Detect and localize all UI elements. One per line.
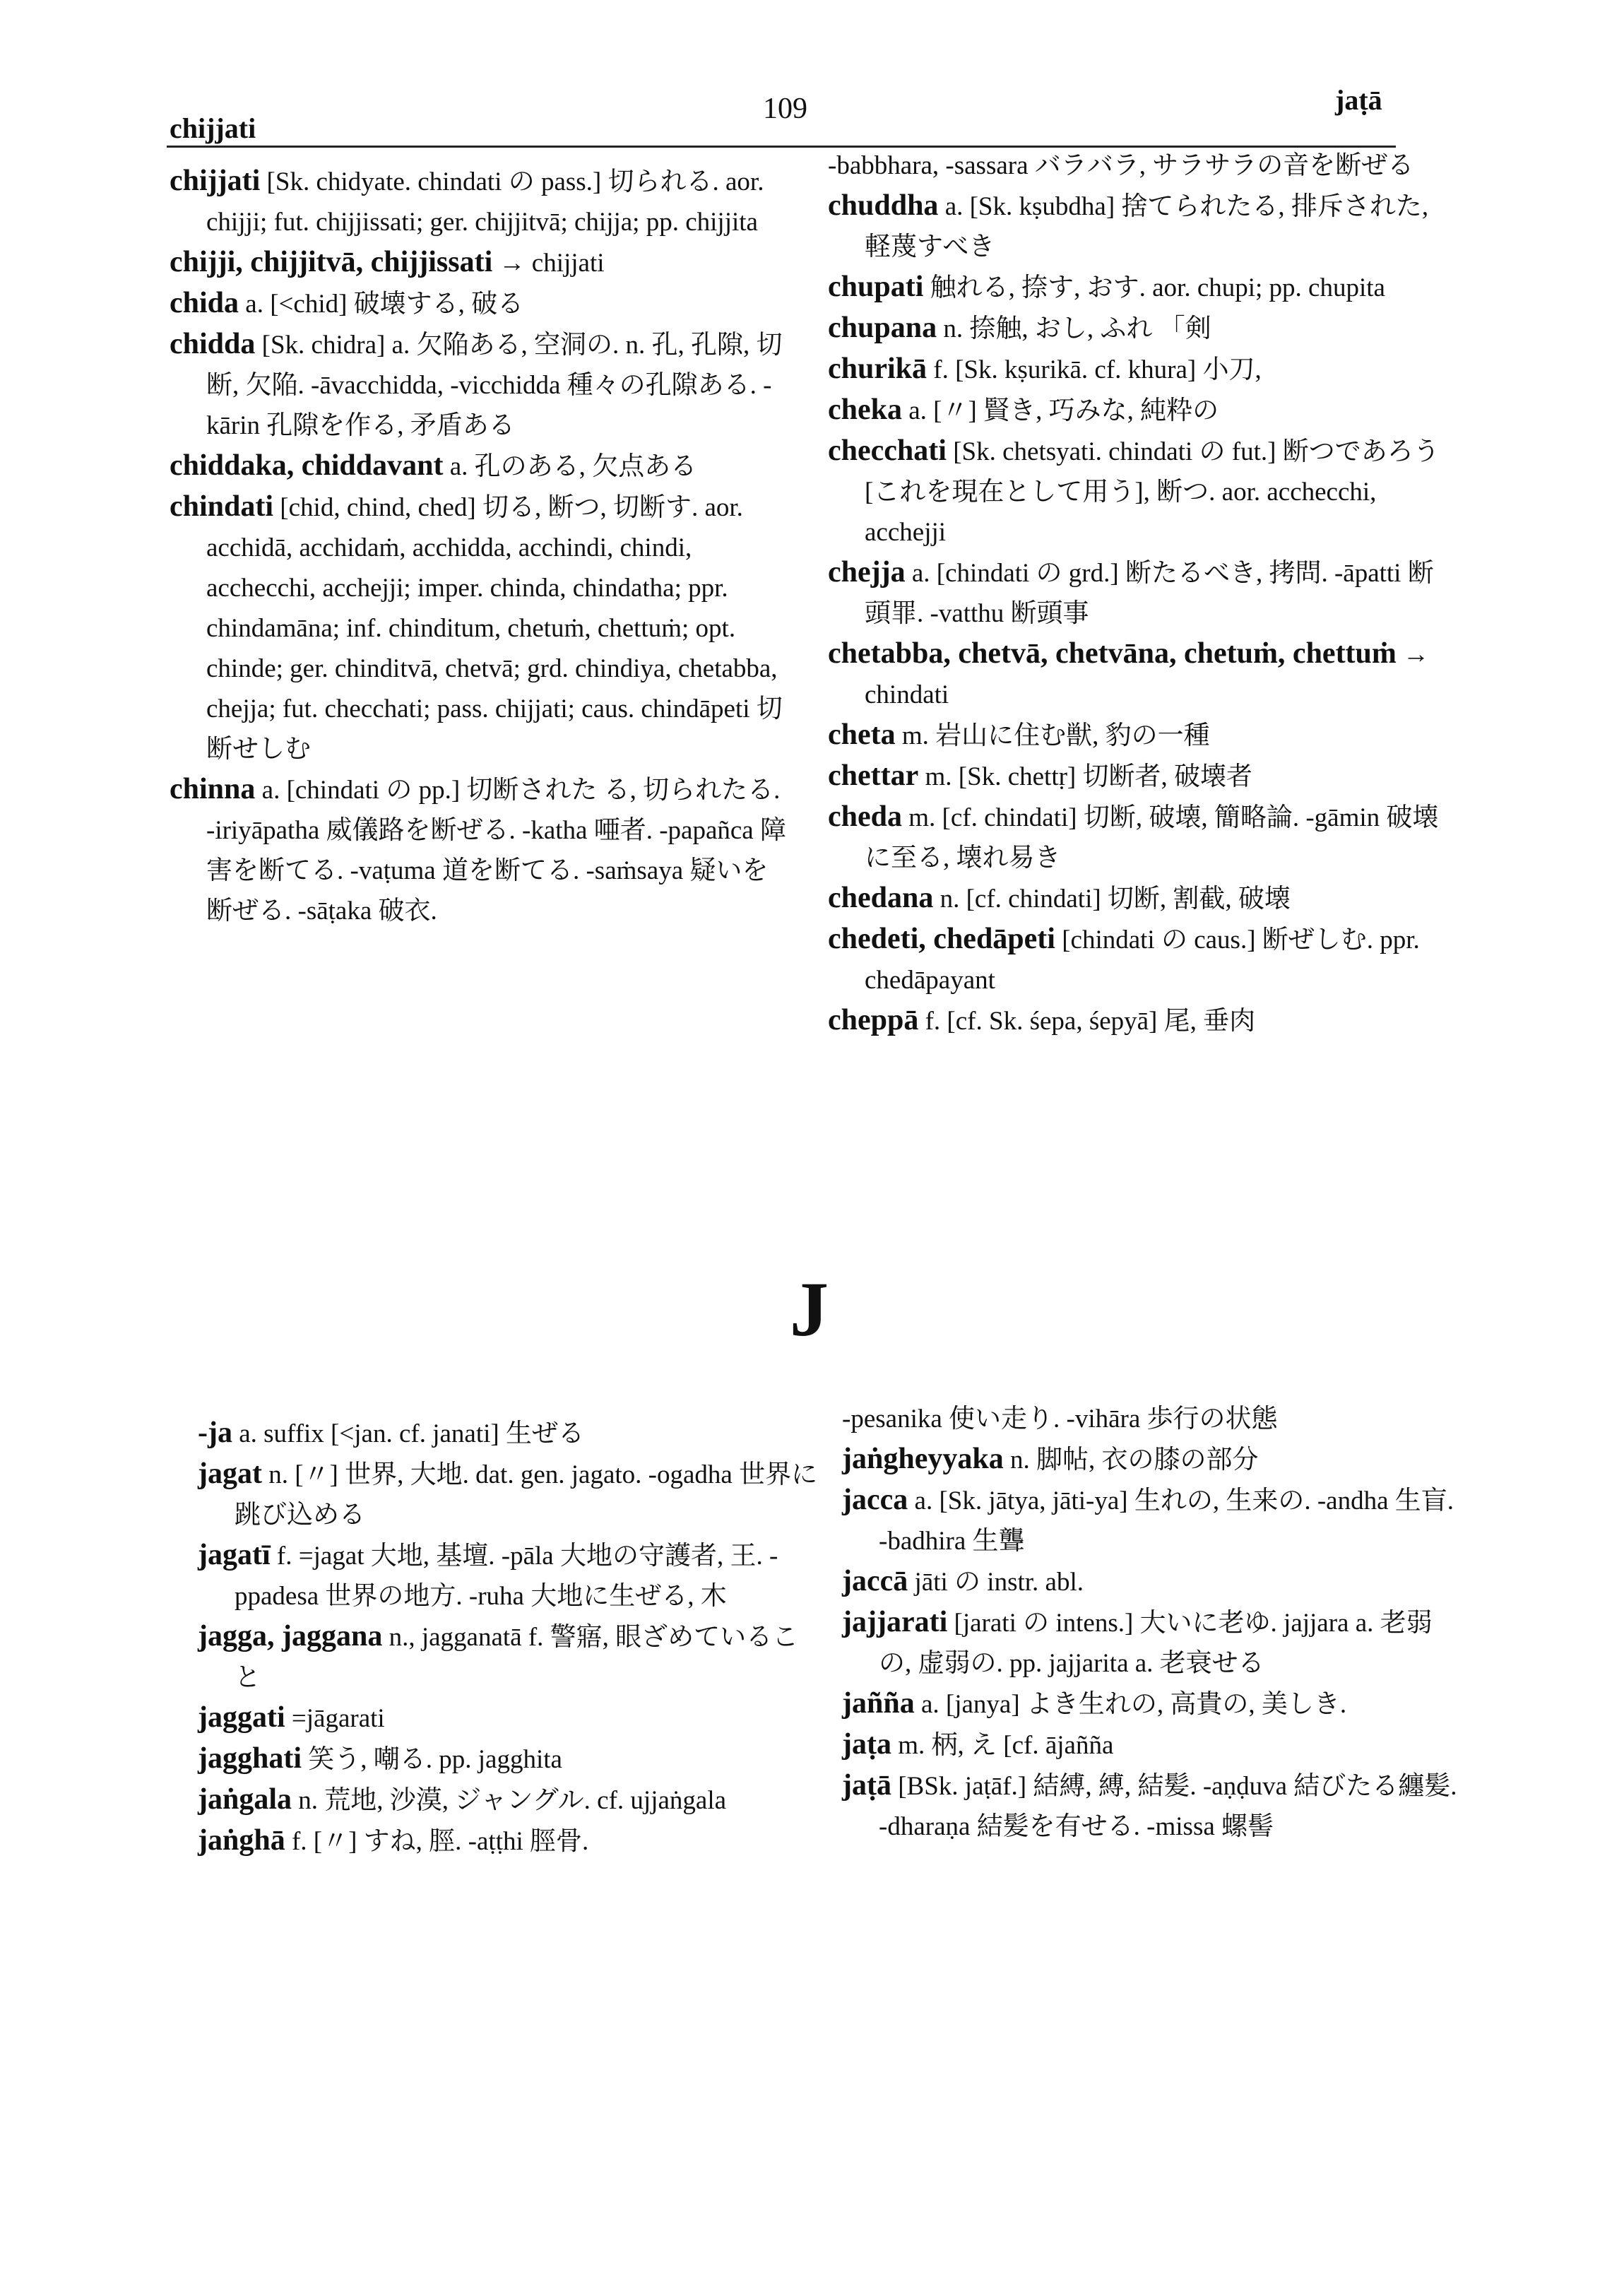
entry-definition: m. 柄, え [cf. ājañña — [898, 1731, 1114, 1760]
headword: jacca — [842, 1484, 908, 1516]
entry-definition: a. [chindati の pp.] 切断された る, 切られたる. -iriyāpatha 威儀路を断ぜる. -katha 唖者. -papañca 障害を断てる. -vaṭuma 道を断てる. -saṁsaya 疑いを断ぜる. -sāṭaka 破衣. — [206, 776, 786, 926]
entry-definition: a. suffix [<jan. cf. janati] 生ぜる — [239, 1419, 584, 1448]
headword: chupana — [828, 312, 937, 344]
dictionary-entry — [828, 715, 1450, 756]
dictionary-entry — [170, 161, 791, 242]
entry-definition: [Sk. chetsyati. chindati の fut.] 断つであろう [これを現在として用う], 断つ. aor. acchecchi, acchejji — [865, 437, 1440, 547]
dictionary-entry — [828, 186, 1450, 267]
entry-definition: n., jagganatā f. 警寤, 眼ざめていること — [235, 1623, 799, 1692]
entry-definition: jāti の instr. abl. — [914, 1568, 1084, 1597]
entry-definition: n. 捺触, おし, ふれ 「剣 — [943, 314, 1211, 343]
entry-definition: [chid, chind, ched] 切る, 断つ, 切断す. aor. acchidā, acchidaṁ, acchidda, acchindi, chindi, acchecchi, acchejji; imper. chinda, chindatha; ppr. chindamāna; inf. chinditum, chetuṁ, chettuṁ; opt. chinde; ger. chinditvā, chetvā; grd. chindiya, chetabba, chejja; fut. checchati; pass. chijjati; caus. chindāpeti 切断せしむ — [206, 493, 783, 764]
headword: cheda — [828, 800, 902, 833]
dictionary-entry — [170, 446, 791, 487]
entry-definition: [chindati の caus.] 断ぜしむ. ppr. chedāpayant — [865, 926, 1420, 995]
entry-definition: a. [Sk. kṣubdha] 捨てられたる, 排斥された, 軽蔑すべき — [865, 192, 1429, 261]
headword: chejja — [828, 556, 906, 589]
entry-definition: 触れる, 捺す, おす. aor. chupi; pp. chupita — [930, 273, 1385, 302]
column-3 — [198, 1413, 819, 1862]
headword: chupati — [828, 271, 924, 303]
entry-definition: n. 脚帖, 衣の膝の部分 — [1009, 1445, 1259, 1474]
headword: chidda — [170, 328, 256, 360]
entry-definition: n. [cf. chindati] 切断, 割截, 破壊 — [940, 885, 1291, 914]
dictionary-entry — [842, 1561, 1464, 1602]
column-2 — [828, 146, 1450, 1041]
dictionary-entry — [198, 1535, 819, 1616]
section-letter: J — [790, 1266, 829, 1352]
headword: chettar — [828, 759, 919, 792]
dictionary-entry — [828, 797, 1450, 878]
running-head-right: jaṭā — [1335, 84, 1382, 116]
headword: cheta — [828, 719, 896, 751]
dictionary-entry — [198, 1413, 819, 1454]
dictionary-entry — [828, 390, 1450, 431]
dictionary-entry — [842, 1725, 1464, 1766]
entry-definition: a. [janya] よき生れの, 高貴の, 美しき. — [920, 1690, 1347, 1719]
running-head-left: chijjati — [170, 112, 256, 144]
entry-definition: [Sk. chidyate. chindati の pass.] 切られる. aor. chijji; fut. chijjissati; ger. chijjitvā; chijja; pp. chijjita — [206, 167, 764, 237]
dictionary-entry — [198, 1454, 819, 1535]
headword: chedeti, chedāpeti — [828, 923, 1055, 955]
entry-definition: n. [〃] 世界, 大地. dat. gen. jagato. -ogadha 世界に跳び込める — [235, 1460, 818, 1530]
dictionary-entry — [198, 1780, 819, 1821]
entry-definition: -pesanika 使い走り. -vihāra 歩行の状態 — [842, 1405, 1278, 1433]
entry-definition: [Sk. chidra] a. 欠陥ある, 空洞の. n. 孔, 孔隙, 切断, 欠陥. -āvacchidda, -vicchidda 種々の孔隙ある. -kārin 孔隙を作る, 矛盾ある — [206, 331, 783, 440]
headword: chiddaka, chiddavant — [170, 449, 444, 482]
headword: churikā — [828, 353, 927, 385]
dictionary-entry — [828, 919, 1450, 1000]
headword: chetabba, chetvā, chetvāna, chetuṁ, chettuṁ — [828, 637, 1397, 670]
dictionary-entry — [842, 1439, 1464, 1480]
headword: jagatī — [198, 1539, 271, 1571]
headword: chida — [170, 287, 239, 319]
entry-definition: f. [cf. Sk. śepa, śepyā] 尾, 垂肉 — [925, 1007, 1256, 1036]
headword: jaṅghā — [198, 1824, 285, 1857]
entry-definition: a. [〃] 賢き, 巧みな, 純粋の — [908, 396, 1219, 425]
column-1 — [170, 161, 791, 931]
entry-definition: f. =jagat 大地, 基壇. -pāla 大地の守護者, 王. -ppadesa 世界の地方. -ruha 大地に生ぜる, 木 — [235, 1542, 778, 1611]
headword: checchati — [828, 434, 947, 467]
headword: jajjarati — [842, 1606, 948, 1638]
headword: cheka — [828, 394, 902, 426]
dictionary-entry — [198, 1821, 819, 1862]
entry-definition: f. [〃] すね, 脛. -aṭṭhi 脛骨. — [291, 1827, 589, 1856]
entry-definition: f. [Sk. kṣurikā. cf. khura] 小刀, — [933, 355, 1262, 384]
dictionary-entry — [842, 1602, 1464, 1684]
dictionary-entry — [828, 146, 1450, 186]
headword: chedana — [828, 882, 934, 914]
entry-definition: m. [cf. chindati] 切断, 破壊, 簡略論. -gāmin 破壊に至る, 壊れ易き — [865, 803, 1439, 873]
dictionary-entry — [198, 1739, 819, 1780]
entry-definition: a. [<chid] 破壊する, 破る — [245, 290, 524, 319]
headword: jañña — [842, 1687, 915, 1720]
dictionary-entry — [842, 1684, 1464, 1725]
dictionary-entry — [828, 267, 1450, 308]
headword: jagat — [198, 1458, 262, 1490]
dictionary-entry — [828, 308, 1450, 349]
dictionary-entry — [828, 756, 1450, 797]
dictionary-entry — [842, 1766, 1464, 1847]
entry-definition: [jarati の intens.] 大いに老ゆ. jajjara a. 老弱の, 虚弱の. pp. jajjarita a. 老衰せる — [879, 1609, 1433, 1678]
dictionary-entry — [170, 242, 791, 283]
headword: jaṅgala — [198, 1783, 292, 1816]
dictionary-entry — [842, 1480, 1464, 1561]
dictionary-entry — [828, 431, 1450, 552]
headword: jaccā — [842, 1565, 908, 1597]
column-4 — [842, 1399, 1464, 1847]
entry-definition: a. [chindati の grd.] 断たるべき, 拷問. -āpatti 断頭罪. -vatthu 断頭事 — [865, 559, 1434, 628]
dictionary-entry — [828, 552, 1450, 634]
entry-definition: m. [Sk. chettṛ] 切断者, 破壊者 — [925, 762, 1252, 791]
entry-definition: a. [Sk. jātya, jāti-ya] 生れの, 生来の. -andha 生盲. -badhira 生聾 — [879, 1486, 1454, 1556]
headword: -ja — [198, 1417, 232, 1449]
dictionary-entry — [828, 1000, 1450, 1041]
dictionary-entry — [170, 283, 791, 324]
headword: chinna — [170, 773, 256, 805]
entry-definition: → chindati — [865, 640, 1430, 709]
dictionary-entry — [170, 324, 791, 446]
entry-definition: a. 孔のある, 欠点ある — [449, 452, 697, 481]
headword: jaṭā — [842, 1769, 891, 1802]
headword: chijji, chijjitvā, chijjissati — [170, 246, 493, 278]
dictionary-entry — [170, 487, 791, 769]
dictionary-entry — [198, 1698, 819, 1739]
page-number: 109 — [763, 93, 807, 125]
headword: cheppā — [828, 1004, 919, 1036]
dictionary-entry — [828, 349, 1450, 390]
dictionary-entry — [828, 878, 1450, 919]
entry-definition: → chijjati — [499, 249, 605, 278]
dictionary-entry — [170, 769, 791, 931]
entry-definition: 笑う, 嘲る. pp. jagghita — [308, 1745, 562, 1774]
headword: jaggati — [198, 1701, 285, 1734]
dictionary-entry — [842, 1399, 1464, 1439]
entry-definition: n. 荒地, 沙漠, ジャングル. cf. ujjaṅgala — [298, 1786, 727, 1815]
dictionary-entry — [828, 634, 1450, 715]
headword: jaṅgheyyaka — [842, 1443, 1004, 1475]
dictionary-entry — [198, 1616, 819, 1698]
entry-definition: [BSk. jaṭāf.] 結縛, 縛, 結髪. -aṇḍuva 結びたる纏髪. -dharaṇa 結髪を有せる. -missa 螺髻 — [879, 1772, 1457, 1841]
headword: chijjati — [170, 165, 261, 197]
headword: chindati — [170, 490, 274, 523]
entry-definition: -babbhara, -sassara バラバラ, サラサラの音を断ぜる — [828, 151, 1414, 180]
headword: chuddha — [828, 189, 939, 222]
headword: jaṭa — [842, 1728, 891, 1761]
entry-definition: =jāgarati — [291, 1704, 385, 1733]
entry-definition: m. 岩山に住む獣, 豹の一種 — [901, 721, 1210, 750]
headword: jagghati — [198, 1742, 302, 1775]
headword: jagga, jaggana — [198, 1620, 383, 1652]
